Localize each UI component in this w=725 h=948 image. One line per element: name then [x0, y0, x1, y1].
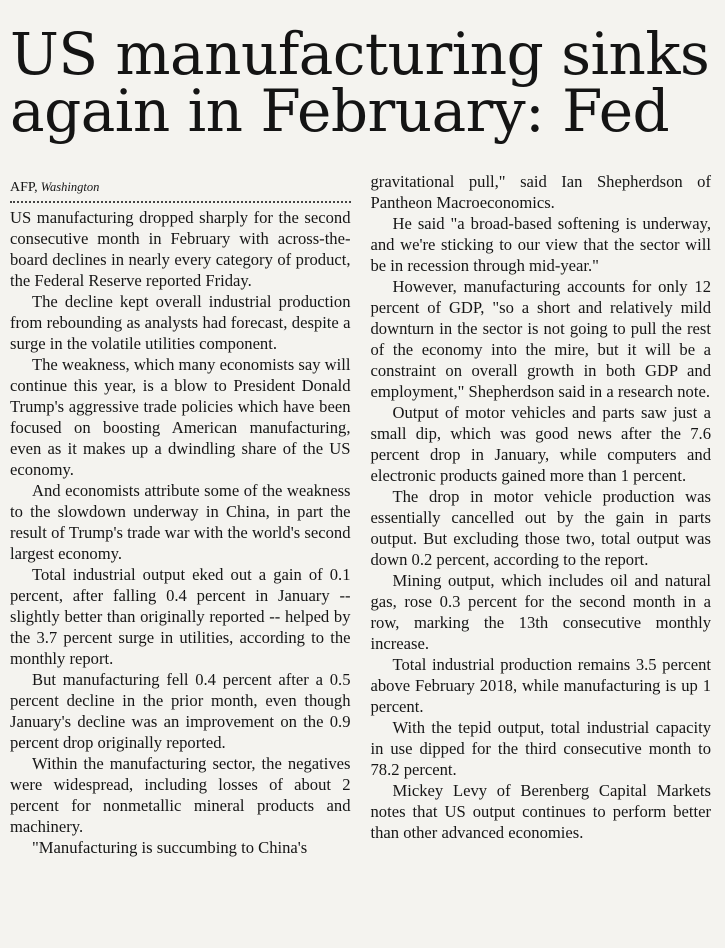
- paragraph: With the tepid output, total industrial capacity in use dipped for the third consecutive month to 78.2 percent.: [370, 718, 711, 779]
- paragraph: Total industrial production remains 3.5 percent above February 2018, while manufacturing is up 1 percent.: [370, 655, 711, 716]
- paragraph: The weakness, which many economists say will continue this year, is a blow to President Donald Trump's aggressive trade policies which have been focused on boosting American manufacturing, even as it makes up a dwindling share of the US economy.: [10, 355, 351, 479]
- paragraph: The decline kept overall industrial production from rebounding as analysts had forecast, despite a surge in the volatile utilities component.: [10, 292, 351, 353]
- byline-place: Washington: [40, 180, 100, 194]
- paragraph: US manufacturing dropped sharply for the second consecutive month in February with across-the-board declines in nearly every category of product, the Federal Reserve reported Friday.: [10, 208, 351, 290]
- article-body: [10, 172, 711, 858]
- byline-divider: [10, 201, 351, 203]
- paragraph: Output of motor vehicles and parts saw just a small dip, which was good news after the 7.6 percent drop in January, while computers and electronic products gained more than 1 percent.: [370, 403, 711, 485]
- paragraph: He said "a broad-based softening is underway, and we're sticking to our view that the sector will be in recession through mid-year.": [370, 214, 711, 275]
- headline: US manufacturing sinks again in February: Fed: [10, 20, 710, 145]
- paragraph: Mining output, which includes oil and natural gas, rose 0.3 percent for the second month in a row, marking the 13th consecutive monthly increase.: [370, 571, 711, 653]
- byline: [10, 178, 351, 197]
- paragraph: Within the manufacturing sector, the negatives were widespread, including losses of about 2 percent for nonmetallic mineral products and machinery.: [10, 754, 351, 836]
- paragraph: Total industrial output eked out a gain of 0.1 percent, after falling 0.4 percent in January -- slightly better than originally reported -- helped by the 3.7 percent surge in utilities, according to the monthly report.: [10, 565, 351, 668]
- paragraph: Mickey Levy of Berenberg Capital Markets notes that US output continues to perform better than other advanced economies.: [370, 781, 711, 842]
- paragraph: However, manufacturing accounts for only 12 percent of GDP, "so a short and relatively mild downturn in the sector is not going to pull the rest of the economy into the mire, but it will be a constraint on overall growth in both GDP and employment," Shepherdson said in a research note.: [370, 277, 711, 401]
- right-column: [371, 171, 712, 858]
- paragraph: The drop in motor vehicle production was essentially cancelled out by the gain in parts output. But excluding those two, total output was down 0.2 percent, according to the report.: [370, 487, 711, 569]
- paragraph: "Manufacturing is succumbing to China's: [32, 838, 308, 857]
- paragraph: gravitational pull," said Ian Shepherdson of Pantheon Macroeconomics.: [370, 172, 711, 212]
- paragraph: And economists attribute some of the weakness to the slowdown underway in China, in part the result of Trump's trade war with the world's second largest economy.: [10, 481, 351, 563]
- byline-agency: AFP,: [10, 180, 38, 195]
- paragraph: But manufacturing fell 0.4 percent after a 0.5 percent decline in the prior month, even though January's decline was an improvement on the 0.9 percent drop originally reported.: [10, 670, 351, 752]
- left-column: [10, 178, 351, 858]
